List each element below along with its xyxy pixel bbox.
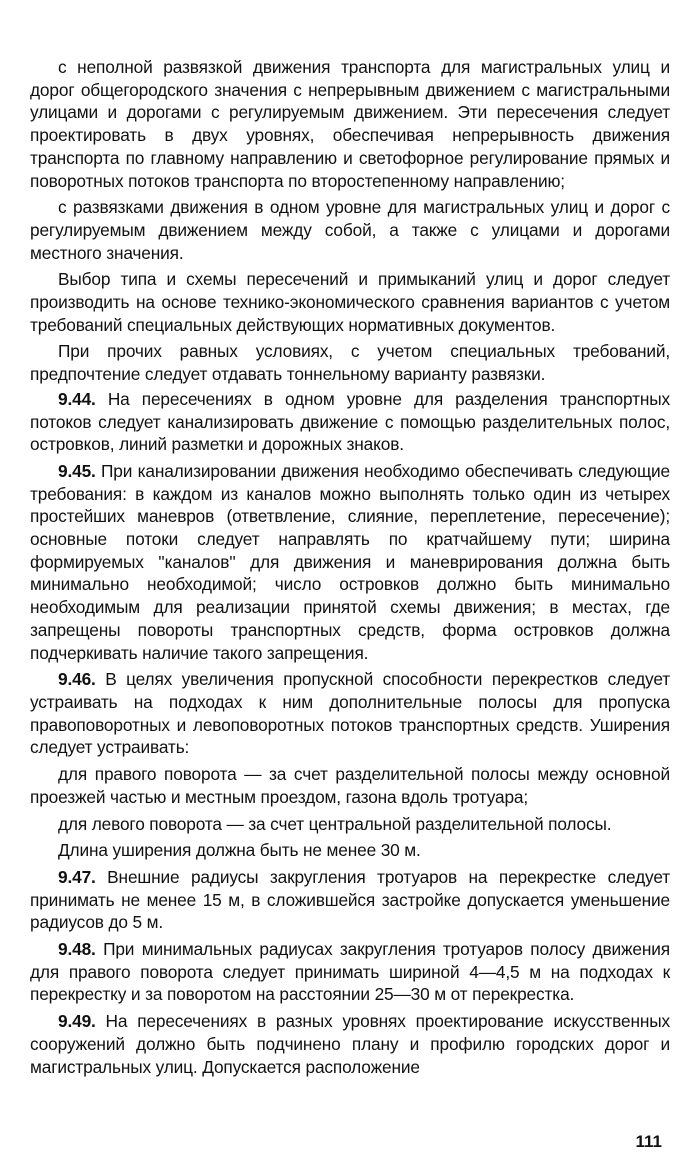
paragraph-text: с неполной развязкой движения транспорта для магистральных улиц и дорог общегородского значения с непрерывным движением с магистральными улицами и дорогами с регулируемым движением. Эти пересечения следует проектировать в двух уровнях, обеспечивая непрерывность движения транспорта по главному направлению и светофорное регулирование прямых и поворотных потоков транспорта по второстепенному направлению; <box>30 57 670 191</box>
page-number: 111 <box>635 1132 662 1151</box>
clause-9-48 <box>30 938 670 1006</box>
paragraph-intersections-partial <box>30 56 670 192</box>
paragraph-text: При минимальных радиусах закругления тротуаров полосу движения для правого поворота следует принимать шириной 4—4,5 м на подходах к перекрестку и за поворотом на расстоянии 25—30 м от перекрестка. <box>30 939 670 1005</box>
paragraph-text: для правого поворота — за счет разделительной полосы между основной проезжей частью и местным проездом, газона вдоль тротуара; <box>30 764 670 807</box>
paragraph-interchanges-one-level <box>30 196 670 264</box>
clause-9-44 <box>30 388 670 456</box>
paragraph-text: На пересечениях в одном уровне для разделения транспортных потоков следует канализировать движение с помощью разделительных полос, островков, линий разметки и дорожных знаков. <box>30 388 670 455</box>
paragraph-text: Внешние радиусы закругления тротуаров на перекрестке следует принимать не менее 15 м, в сложившейся застройке допускается уменьшение радиусов до 5 м. <box>30 866 670 933</box>
clause-number: 9.45. <box>58 460 96 481</box>
clause-number: 9.46. <box>58 669 96 690</box>
paragraph-text: При канализировании движения необходимо обеспечивать следующие требования: в каждом из каналов можно выполнять только один из четырех простейших маневров (ответвление, слияние, переплетение, пересечение); основные потоки следует направлять по кратчайшему пути; ширина формируемых ''каналов'' для движения и маневрирования должна быть минимально необходимой; число островков должно быть минимально необходимым для реализации принятой схемы движения; в местах, где запрещены повороты транспортных средств, форма островков должна подчеркивать наличие такого запрещения. <box>30 460 670 663</box>
paragraph-tunnel-preference <box>30 340 670 385</box>
paragraph-left-turn <box>30 813 670 836</box>
paragraph-text: Выбор типа и схемы пересечений и примыканий улиц и дорог следует производить на основе технико-экономического сравнения вариантов с учетом требований специальных действующих нормативных документов. <box>30 269 670 335</box>
clause-number: 9.48. <box>58 939 96 960</box>
clause-9-45 <box>30 460 670 664</box>
paragraph-text: При прочих равных условиях, с учетом специальных требований, предпочтение следует отдавать тоннельному варианту развязки. <box>30 341 670 385</box>
clause-9-49 <box>30 1010 670 1078</box>
clause-number: 9.44. <box>58 388 96 409</box>
paragraph-right-turn <box>30 763 670 808</box>
paragraph-text: В целях увеличения пропускной способности перекрестков следует устраивать на подходах к ним дополнительные полосы для пропуска правоповоротных и левоповоротных потоков транспортных средств. Уширения следует устраивать: <box>30 669 670 758</box>
clause-number: 9.49. <box>58 1011 96 1032</box>
clause-9-46 <box>30 668 670 759</box>
page-body <box>30 56 670 1080</box>
clause-number: 9.47. <box>58 866 96 887</box>
paragraph-text: для левого поворота — за счет центральной разделительной полосы. <box>58 813 612 834</box>
paragraph-text: На пересечениях в разных уровнях проектирование искусственных сооружений должно быть подчинено плану и профилю городских дорог и магистральных улиц. Допускается расположение <box>30 1011 670 1077</box>
clause-9-47 <box>30 866 670 934</box>
paragraph-widening-length <box>30 839 670 862</box>
paragraph-type-selection <box>30 268 670 336</box>
paragraph-text: с развязками движения в одном уровне для магистральных улиц и дорог с регулируемым движением между собой, а также с улицами и дорогами местного значения. <box>30 197 670 263</box>
paragraph-text: Длина уширения должна быть не менее 30 м. <box>58 840 421 861</box>
